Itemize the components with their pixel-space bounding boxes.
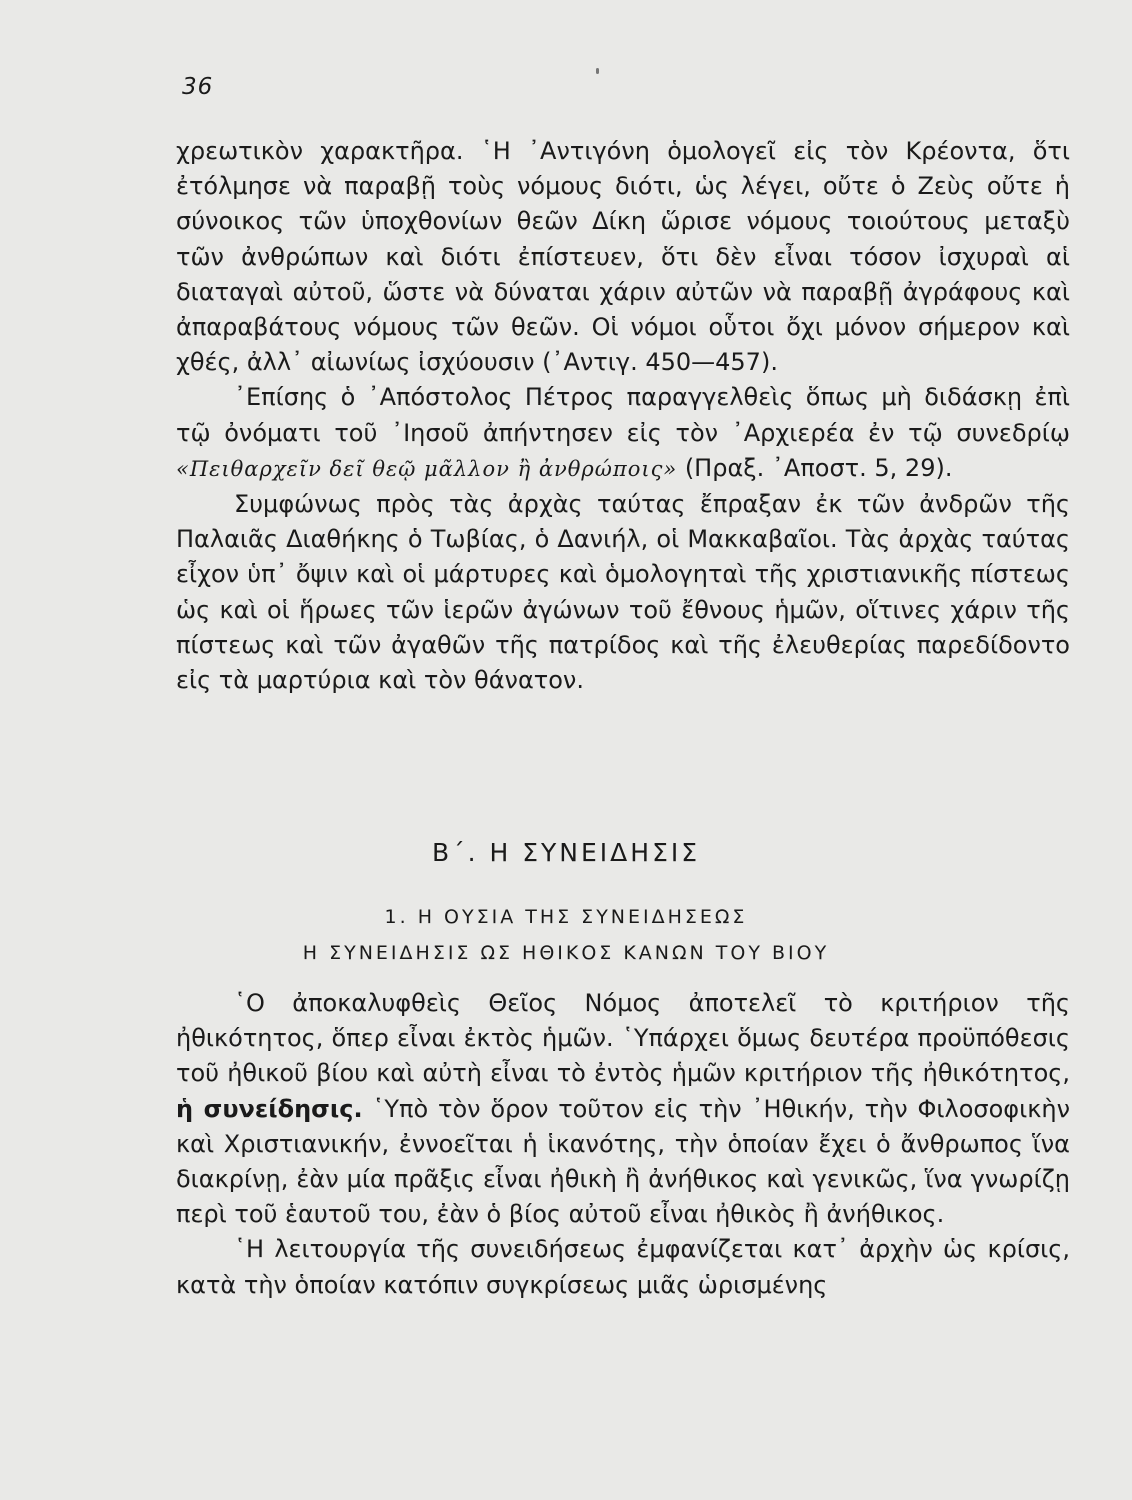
scripture-reference: (Πραξ. ᾿Αποστ. 5, 29). — [677, 453, 953, 482]
paragraph-old-testament: Συμφώνως πρὸς τὰς ἀρχὰς ταύτας ἔπραξαν ἐκ τῶν ἀνδρῶν τῆς Παλαιᾶς Διαθήκης ὁ Τωβίας, ὁ Δανιήλ, οἱ Μακκαβαῖοι. Τὰς ἀρχὰς ταύτας εἶχον ὑπ᾿ ὄψιν καὶ οἱ μάρτυρες καὶ ὁμολογηταὶ τῆς χριστιανικῆς πίστεως ὡς καὶ οἱ ἥρωες τῶν ἱερῶν ἀγώνων τοῦ ἔθνους ἡμῶν, οἵτινες χάριν τῆς πίστεως καὶ τῶν ἀγαθῶν τῆς πατρίδος καὶ τῆς ἐλευθερίας παρεδίδοντο εἰς τὰ μαρτύρια καὶ τὸν θάνατον. — [176, 490, 1070, 695]
section-heading: Β΄. Η ΣΥΝΕΙΔΗΣΙΣ — [431, 838, 701, 867]
page-number: 36 — [182, 74, 214, 100]
paragraph-function: ῾Η λειτουργία τῆς συνειδήσεως ἐμφανίζεται κατ᾿ ἀρχὴν ὡς κρίσις, κατὰ τὴν ὁποίαν κατόπιν συγκρίσεως μιᾶς ὡρισμένης — [176, 1235, 1070, 1299]
scripture-quote: «Πειθαρχεῖν δεῖ θεῷ μᾶλλον ἢ ἀνθρώποις» — [176, 456, 678, 481]
body-text-block-1 — [176, 134, 1070, 698]
body-text-block-2 — [176, 986, 1070, 1303]
paragraph-divine-law-text: ῾Ο ἀποκαλυφθεὶς Θεῖος Νόμος ἀποτελεῖ τὸ κριτήριον τῆς ἠθικότητος, ὅπερ εἶναι ἐκτὸς ἡμῶν. ῾Υπάρχει ὅμως δευτέρα προϋπόθεσις τοῦ ἠθικοῦ βίου καὶ αὐτὴ εἶναι τὸ ἐντὸς ἡμῶν κριτήριον τῆς ἠθικότητος, — [176, 989, 1070, 1088]
subheading-conscience-rule: Η ΣΥΝΕΙΔΗΣΙΣ ΩΣ ΗΘΙΚΟΣ ΚΑΝΩΝ ΤΟΥ ΒΙΟΥ — [302, 942, 830, 964]
term-conscience: ἡ συνείδησις. — [176, 1094, 363, 1123]
paragraph-antigone: χρεωτικὸν χαρακτῆρα. ῾Η ᾿Αντιγόνη ὁμολογεῖ εἰς τὸν Κρέοντα, ὅτι ἐτόλμησε νὰ παραβῇ τοὺς νόμους διότι, ὡς λέγει, οὔτε ὁ Ζεὺς οὔτε ἡ σύνοικος τῶν ὑποχθονίων θεῶν Δίκη ὥρισε νόμους τοιούτους μεταξὺ τῶν ἀνθρώπων καὶ διότι ἐπίστευεν, ὅτι δὲν εἶναι τόσον ἰσχυραὶ αἱ διαταγαὶ αὐτοῦ, ὥστε νὰ δύναται χάριν αὐτῶν νὰ παραβῇ ἀγράφους καὶ ἀπαραβάτους νόμους τῶν θεῶν. Οἱ νόμοι οὗτοι ὄχι μόνον σήμερον καὶ χθές, ἀλλ᾿ αἰωνίως ἰσχύουσιν (᾿Αντιγ. 450—457). — [176, 137, 1070, 377]
subheading-essence: 1. Η ΟΥΣΙΑ ΤΗΣ ΣΥΝΕΙΔΗΣΕΩΣ — [384, 906, 748, 928]
print-speck — [596, 68, 599, 74]
paragraph-peter — [176, 380, 1070, 487]
paragraph-peter-text: ᾿Επίσης ὁ ᾿Απόστολος Πέτρος παραγγελθεὶς ὅπως μὴ διδάσκῃ ἐπὶ τῷ ὀνόματι τοῦ ᾿Ιησοῦ ἀπήντησεν εἰς τὸν ᾿Αρχιερέα ἐν τῷ συνεδρίῳ — [176, 383, 1070, 447]
paragraph-divine-law-rest: ῾Υπὸ τὸν ὅρον τοῦτον εἰς τὴν ᾿Ηθικήν, τὴν Φιλοσοφικὴν καὶ Χριστιανικήν, ἐννοεῖται ἡ ἱκανότης, τὴν ὁποίαν ἔχει ὁ ἄνθρωπος ἵνα διακρίνῃ, ἐὰν μία πρᾶξις εἶναι ἠθικὴ ἢ ἀνήθικος καὶ γενικῶς, ἵνα γνωρίζῃ περὶ τοῦ ἑαυτοῦ του, ἐὰν ὁ βίος αὐτοῦ εἶναι ἠθικὸς ἢ ἀνήθικος. — [176, 1094, 1070, 1229]
paragraph-divine-law — [176, 986, 1070, 1232]
